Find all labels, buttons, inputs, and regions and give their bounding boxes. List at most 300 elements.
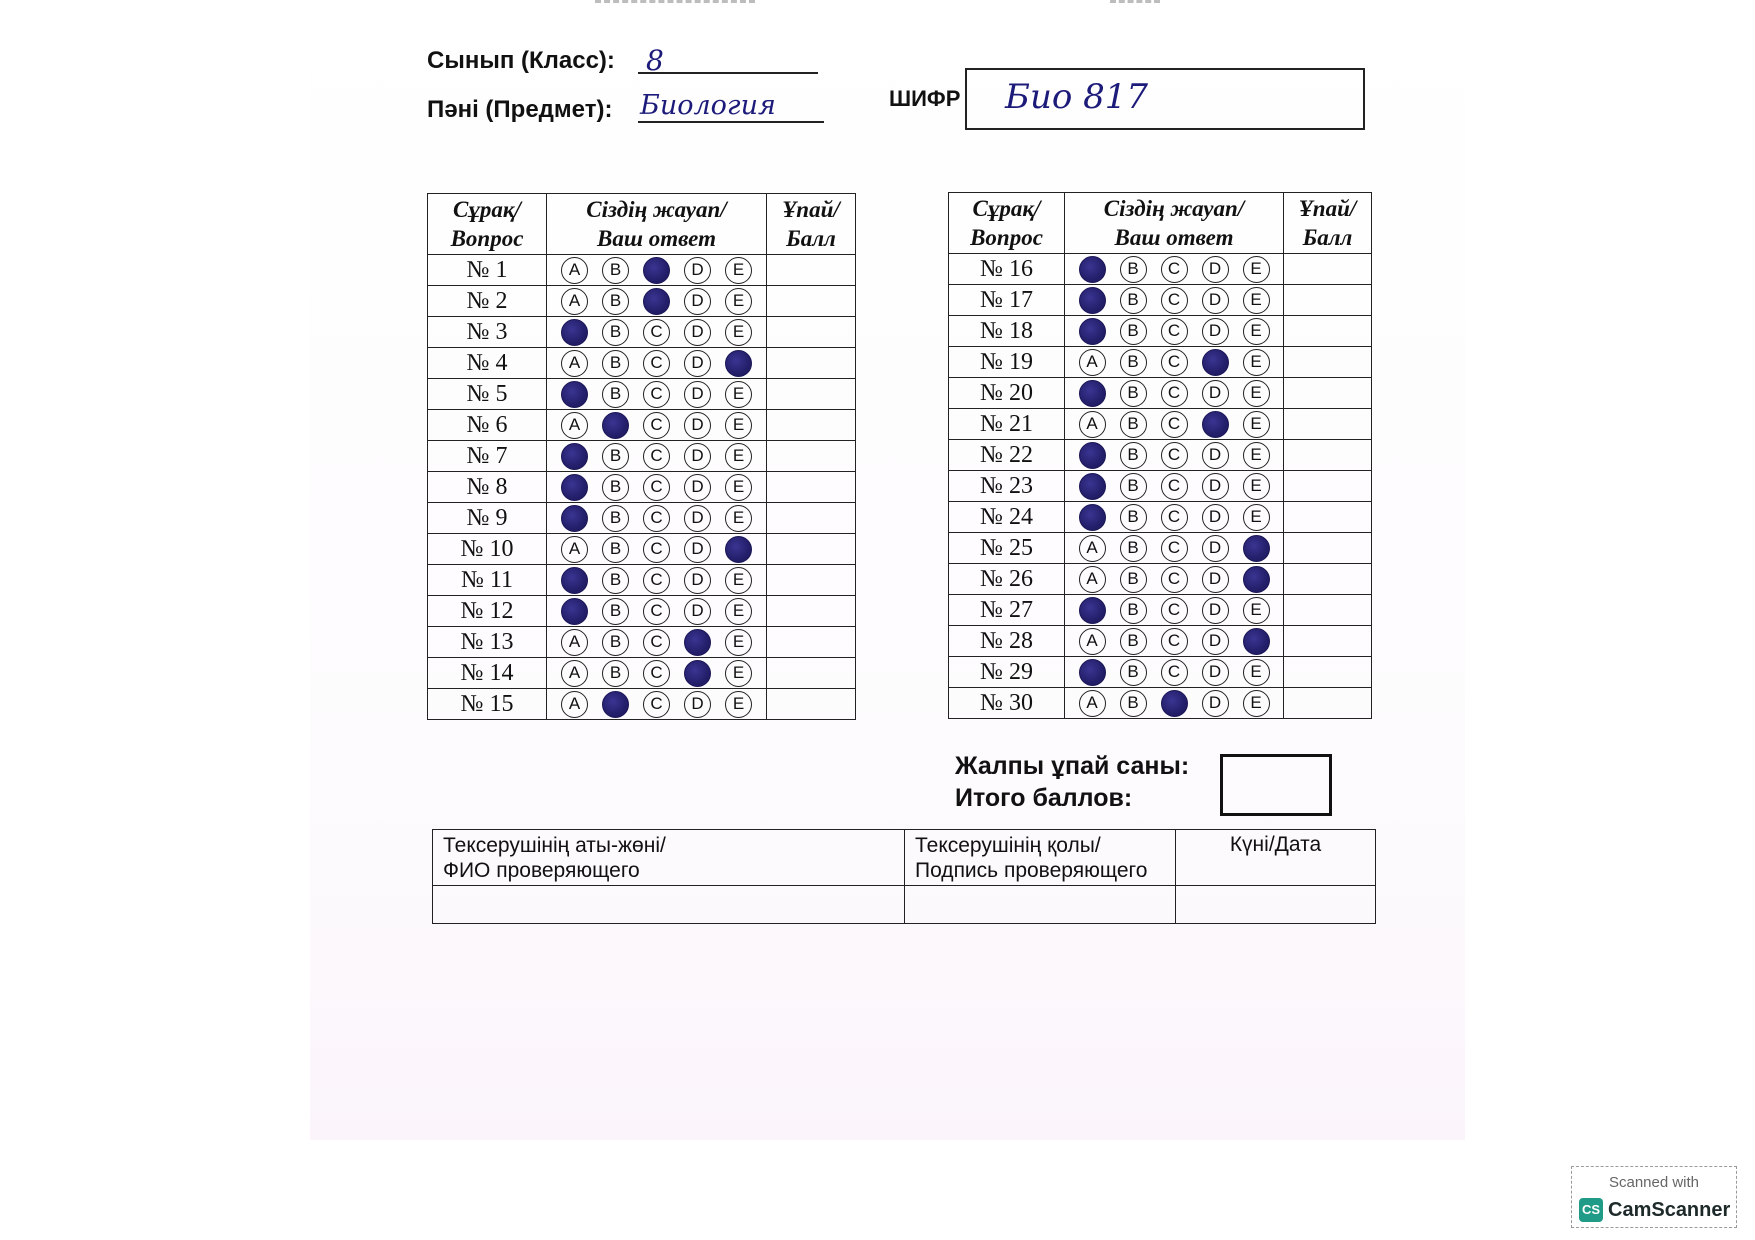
date-cell	[1176, 886, 1376, 924]
option-bubble-e[interactable]: E	[1243, 318, 1270, 345]
option-bubble-e[interactable]: E	[725, 381, 752, 408]
option-bubble-b[interactable]: B	[602, 350, 629, 377]
option-bubble-c[interactable]: C	[1161, 535, 1188, 562]
score-cell	[767, 596, 856, 627]
answer-options	[547, 348, 767, 379]
option-bubble-d[interactable]: D	[684, 257, 711, 284]
option-bubble-d[interactable]: D	[1202, 473, 1229, 500]
question-number: № 14	[428, 658, 547, 689]
option-bubble-b[interactable]: B	[602, 629, 629, 656]
option-bubble-a[interactable]: A	[1079, 535, 1106, 562]
option-bubble-d[interactable]: D	[1202, 256, 1229, 283]
option-bubble-d[interactable]: D	[684, 567, 711, 594]
option-bubble-c[interactable]: C	[643, 350, 670, 377]
option-bubble-d[interactable]: D	[1202, 318, 1229, 345]
option-bubble-e[interactable]: E	[1243, 597, 1270, 624]
camscanner-logo-icon: CS	[1579, 1198, 1603, 1222]
option-bubble-a[interactable]	[1079, 504, 1106, 531]
question-number: № 30	[949, 688, 1065, 719]
answer-table-right	[948, 192, 1372, 719]
option-bubble-e[interactable]: E	[725, 257, 752, 284]
option-bubble-d[interactable]: D	[1202, 380, 1229, 407]
question-number: № 6	[428, 410, 547, 441]
option-bubble-c[interactable]: C	[643, 598, 670, 625]
question-number: № 8	[428, 472, 547, 503]
examiner-table	[432, 829, 1376, 924]
option-bubble-d[interactable]: D	[684, 536, 711, 563]
option-bubble-c[interactable]: C	[643, 505, 670, 532]
score-cell	[767, 503, 856, 534]
option-bubble-c[interactable]: C	[643, 567, 670, 594]
option-bubble-a[interactable]	[1079, 442, 1106, 469]
question-number: № 11	[428, 565, 547, 596]
option-bubble-a[interactable]: A	[561, 660, 588, 687]
option-bubble-b[interactable]: B	[1120, 690, 1147, 717]
answer-options	[547, 472, 767, 503]
option-bubble-d[interactable]: D	[684, 474, 711, 501]
answer-row	[949, 471, 1372, 502]
answer-options	[547, 441, 767, 472]
question-number: № 20	[949, 378, 1065, 409]
answer-options	[1065, 378, 1284, 409]
score-cell	[767, 255, 856, 286]
option-bubble-b[interactable]: B	[602, 443, 629, 470]
option-bubble-a[interactable]	[561, 598, 588, 625]
option-bubble-b[interactable]: B	[602, 319, 629, 346]
question-number: № 28	[949, 626, 1065, 657]
answer-options	[547, 410, 767, 441]
answer-options	[547, 534, 767, 565]
answer-row	[949, 595, 1372, 626]
score-cell	[767, 286, 856, 317]
question-number: № 25	[949, 533, 1065, 564]
score-cell	[1284, 254, 1372, 285]
answer-options	[1065, 626, 1284, 657]
option-bubble-c[interactable]: C	[1161, 411, 1188, 438]
option-bubble-a[interactable]	[1079, 473, 1106, 500]
option-bubble-e[interactable]: E	[725, 629, 752, 656]
answer-options	[1065, 502, 1284, 533]
question-number: № 15	[428, 689, 547, 720]
answer-options	[1065, 564, 1284, 595]
answer-row	[428, 348, 856, 379]
answer-options	[1065, 688, 1284, 719]
option-bubble-b[interactable]: B	[602, 536, 629, 563]
question-number: № 23	[949, 471, 1065, 502]
score-cell	[1284, 688, 1372, 719]
option-bubble-e[interactable]: E	[725, 288, 752, 315]
option-bubble-b[interactable]: B	[1120, 659, 1147, 686]
option-bubble-c[interactable]: C	[1161, 597, 1188, 624]
answer-options	[547, 627, 767, 658]
option-bubble-c[interactable]: C	[643, 629, 670, 656]
option-bubble-b[interactable]: B	[602, 381, 629, 408]
answer-row	[428, 503, 856, 534]
score-cell	[767, 410, 856, 441]
answer-options	[1065, 595, 1284, 626]
class-label: Сынып (Класс):	[427, 47, 615, 74]
option-bubble-a[interactable]	[561, 505, 588, 532]
score-cell	[1284, 626, 1372, 657]
subject-underline	[638, 121, 824, 123]
score-cell	[767, 689, 856, 720]
answer-options	[1065, 316, 1284, 347]
option-bubble-d[interactable]: D	[1202, 628, 1229, 655]
option-bubble-b[interactable]: B	[602, 505, 629, 532]
option-bubble-d[interactable]: D	[1202, 504, 1229, 531]
option-bubble-d[interactable]: D	[684, 412, 711, 439]
option-bubble-c[interactable]: C	[1161, 380, 1188, 407]
option-bubble-e[interactable]: E	[1243, 473, 1270, 500]
answer-row	[949, 626, 1372, 657]
answer-options	[1065, 409, 1284, 440]
examiner-signature-cell	[905, 886, 1176, 924]
camscanner-watermark	[1571, 1166, 1737, 1228]
answer-options	[547, 286, 767, 317]
option-bubble-a[interactable]	[561, 319, 588, 346]
answer-row	[428, 472, 856, 503]
scan-edge-marks	[595, 0, 755, 6]
subject-label: Пәні (Предмет):	[427, 96, 613, 123]
option-bubble-c[interactable]: C	[1161, 628, 1188, 655]
option-bubble-c[interactable]: C	[643, 381, 670, 408]
question-number: № 12	[428, 596, 547, 627]
option-bubble-b[interactable]: B	[602, 567, 629, 594]
answer-options	[1065, 347, 1284, 378]
question-number: № 27	[949, 595, 1065, 626]
watermark-line1: Scanned with	[1608, 1174, 1700, 1191]
option-bubble-c[interactable]: C	[643, 691, 670, 718]
answer-options	[1065, 471, 1284, 502]
option-bubble-c[interactable]: C	[1161, 566, 1188, 593]
answer-row	[949, 502, 1372, 533]
answer-options	[547, 317, 767, 348]
option-bubble-d[interactable]: D	[1202, 535, 1229, 562]
question-number: № 9	[428, 503, 547, 534]
score-cell	[767, 627, 856, 658]
score-cell	[1284, 502, 1372, 533]
option-bubble-d[interactable]: D	[684, 505, 711, 532]
option-bubble-c[interactable]: C	[643, 660, 670, 687]
answer-options	[547, 596, 767, 627]
question-number: № 1	[428, 255, 547, 286]
answer-row	[428, 565, 856, 596]
score-cell	[1284, 347, 1372, 378]
question-number: № 3	[428, 317, 547, 348]
option-bubble-d[interactable]: D	[1202, 566, 1229, 593]
answer-row	[949, 688, 1372, 719]
answer-options	[547, 658, 767, 689]
answer-options	[547, 565, 767, 596]
cipher-label: ШИФР	[889, 86, 961, 111]
score-cell	[1284, 285, 1372, 316]
option-bubble-e[interactable]: E	[1243, 349, 1270, 376]
answer-row	[949, 378, 1372, 409]
total-label-ru: Итого баллов:	[955, 784, 1133, 812]
question-number: № 4	[428, 348, 547, 379]
option-bubble-b[interactable]: B	[1120, 287, 1147, 314]
score-cell	[767, 348, 856, 379]
option-bubble-d[interactable]: D	[1202, 442, 1229, 469]
answer-row	[428, 379, 856, 410]
option-bubble-a[interactable]	[1079, 256, 1106, 283]
score-cell	[767, 472, 856, 503]
option-bubble-d[interactable]	[1202, 411, 1229, 438]
option-bubble-e[interactable]: E	[1243, 411, 1270, 438]
option-bubble-b[interactable]: B	[1120, 628, 1147, 655]
question-number: № 29	[949, 657, 1065, 688]
option-bubble-a[interactable]	[1079, 659, 1106, 686]
option-bubble-a[interactable]	[561, 567, 588, 594]
answer-options	[1065, 254, 1284, 285]
option-bubble-e[interactable]: E	[725, 319, 752, 346]
option-bubble-a[interactable]	[1079, 597, 1106, 624]
score-cell	[767, 534, 856, 565]
option-bubble-a[interactable]: A	[561, 257, 588, 284]
option-bubble-e[interactable]: E	[725, 505, 752, 532]
option-bubble-b[interactable]: B	[1120, 411, 1147, 438]
answer-row	[949, 533, 1372, 564]
answer-options	[547, 255, 767, 286]
option-bubble-c[interactable]: C	[643, 536, 670, 563]
examiner-name-header: Тексерушінің аты-жөні/ ФИО проверяющего	[433, 830, 905, 886]
option-bubble-c[interactable]: C	[643, 443, 670, 470]
option-bubble-c[interactable]	[1161, 690, 1188, 717]
answer-row	[949, 347, 1372, 378]
option-bubble-e[interactable]	[1243, 535, 1270, 562]
answer-options	[1065, 285, 1284, 316]
answer-header: Сіздің жауап/ Ваш ответ	[1065, 193, 1284, 254]
answer-row	[428, 286, 856, 317]
answer-row	[428, 441, 856, 472]
option-bubble-c[interactable]	[643, 288, 670, 315]
option-bubble-a[interactable]: A	[1079, 411, 1106, 438]
option-bubble-d[interactable]: D	[1202, 597, 1229, 624]
answer-table-left	[427, 193, 856, 720]
option-bubble-b[interactable]	[602, 412, 629, 439]
option-bubble-c[interactable]: C	[1161, 256, 1188, 283]
option-bubble-a[interactable]: A	[561, 629, 588, 656]
question-number: № 10	[428, 534, 547, 565]
option-bubble-e[interactable]: E	[725, 598, 752, 625]
answer-options	[547, 503, 767, 534]
question-number: № 5	[428, 379, 547, 410]
option-bubble-d[interactable]: D	[1202, 287, 1229, 314]
option-bubble-c[interactable]: C	[1161, 442, 1188, 469]
answer-row	[428, 689, 856, 720]
option-bubble-c[interactable]: C	[1161, 504, 1188, 531]
question-number: № 16	[949, 254, 1065, 285]
option-bubble-b[interactable]: B	[1120, 504, 1147, 531]
option-bubble-e[interactable]: E	[1243, 287, 1270, 314]
score-cell	[1284, 564, 1372, 595]
answer-row	[949, 657, 1372, 688]
option-bubble-a[interactable]	[561, 474, 588, 501]
cipher-value: Био 817	[1005, 77, 1149, 117]
option-bubble-a[interactable]: A	[561, 350, 588, 377]
option-bubble-a[interactable]: A	[561, 412, 588, 439]
option-bubble-d[interactable]: D	[684, 319, 711, 346]
option-bubble-a[interactable]	[561, 443, 588, 470]
question-number: № 22	[949, 440, 1065, 471]
answer-row	[949, 285, 1372, 316]
option-bubble-c[interactable]: C	[1161, 659, 1188, 686]
option-bubble-a[interactable]	[1079, 287, 1106, 314]
option-bubble-a[interactable]: A	[1079, 690, 1106, 717]
score-cell	[1284, 595, 1372, 626]
option-bubble-e[interactable]: E	[1243, 659, 1270, 686]
option-bubble-d[interactable]: D	[684, 443, 711, 470]
option-bubble-e[interactable]: E	[1243, 442, 1270, 469]
question-number: № 7	[428, 441, 547, 472]
score-cell	[1284, 316, 1372, 347]
option-bubble-b[interactable]: B	[602, 598, 629, 625]
option-bubble-d[interactable]	[684, 629, 711, 656]
subject-value: Биология	[640, 90, 776, 121]
option-bubble-b[interactable]: B	[1120, 318, 1147, 345]
answer-row	[949, 254, 1372, 285]
total-score-box	[1220, 754, 1332, 816]
option-bubble-c[interactable]: C	[643, 412, 670, 439]
option-bubble-d[interactable]: D	[684, 288, 711, 315]
option-bubble-e[interactable]: E	[725, 443, 752, 470]
answer-options	[547, 689, 767, 720]
option-bubble-b[interactable]: B	[1120, 380, 1147, 407]
question-number: № 21	[949, 409, 1065, 440]
score-cell	[767, 379, 856, 410]
score-header: Ұпай/ Балл	[767, 194, 856, 255]
option-bubble-a[interactable]	[561, 381, 588, 408]
question-number: № 24	[949, 502, 1065, 533]
option-bubble-e[interactable]: E	[1243, 380, 1270, 407]
option-bubble-b[interactable]: B	[602, 257, 629, 284]
answer-options	[547, 379, 767, 410]
answer-header: Сіздің жауап/ Ваш ответ	[547, 194, 767, 255]
option-bubble-e[interactable]: E	[1243, 256, 1270, 283]
option-bubble-b[interactable]: B	[1120, 566, 1147, 593]
total-label-kz: Жалпы ұпай саны:	[955, 752, 1190, 780]
option-bubble-b[interactable]: B	[602, 474, 629, 501]
score-cell	[1284, 471, 1372, 502]
option-bubble-d[interactable]: D	[684, 350, 711, 377]
class-underline	[638, 72, 818, 74]
option-bubble-d[interactable]: D	[1202, 659, 1229, 686]
answer-row	[428, 317, 856, 348]
answer-options	[1065, 440, 1284, 471]
answer-row	[949, 316, 1372, 347]
option-bubble-a[interactable]: A	[1079, 349, 1106, 376]
answer-row	[949, 564, 1372, 595]
option-bubble-e[interactable]: E	[1243, 504, 1270, 531]
option-bubble-c[interactable]: C	[643, 319, 670, 346]
option-bubble-c[interactable]: C	[1161, 287, 1188, 314]
option-bubble-b[interactable]: B	[1120, 535, 1147, 562]
option-bubble-b[interactable]: B	[1120, 442, 1147, 469]
option-bubble-e[interactable]: E	[725, 474, 752, 501]
question-number: № 13	[428, 627, 547, 658]
option-bubble-d[interactable]: D	[1202, 690, 1229, 717]
answer-row	[428, 627, 856, 658]
option-bubble-d[interactable]	[684, 660, 711, 687]
option-bubble-b[interactable]: B	[1120, 597, 1147, 624]
option-bubble-a[interactable]: A	[1079, 628, 1106, 655]
answer-row	[428, 596, 856, 627]
option-bubble-e[interactable]: E	[725, 567, 752, 594]
question-number: № 26	[949, 564, 1065, 595]
option-bubble-a[interactable]	[1079, 318, 1106, 345]
score-cell	[1284, 657, 1372, 688]
option-bubble-a[interactable]	[1079, 380, 1106, 407]
option-bubble-e[interactable]	[1243, 566, 1270, 593]
option-bubble-a[interactable]: A	[1079, 566, 1106, 593]
option-bubble-b[interactable]: B	[1120, 256, 1147, 283]
option-bubble-c[interactable]: C	[1161, 318, 1188, 345]
option-bubble-b[interactable]: B	[602, 660, 629, 687]
score-cell	[1284, 409, 1372, 440]
option-bubble-c[interactable]: C	[643, 474, 670, 501]
option-bubble-a[interactable]: A	[561, 288, 588, 315]
class-value: 8	[646, 44, 664, 77]
option-bubble-d[interactable]	[1202, 349, 1229, 376]
score-cell	[1284, 440, 1372, 471]
answer-options	[1065, 657, 1284, 688]
option-bubble-a[interactable]: A	[561, 536, 588, 563]
option-bubble-c[interactable]: C	[1161, 349, 1188, 376]
score-cell	[1284, 533, 1372, 564]
option-bubble-d[interactable]: D	[684, 691, 711, 718]
score-cell	[767, 441, 856, 472]
option-bubble-e[interactable]	[1243, 628, 1270, 655]
option-bubble-e[interactable]: E	[725, 691, 752, 718]
watermark-line2: CamScanner	[1608, 1199, 1731, 1221]
option-bubble-d[interactable]: D	[684, 381, 711, 408]
answer-row	[428, 534, 856, 565]
option-bubble-a[interactable]: A	[561, 691, 588, 718]
option-bubble-d[interactable]: D	[684, 598, 711, 625]
question-number: № 18	[949, 316, 1065, 347]
answer-row	[428, 410, 856, 441]
score-cell	[767, 565, 856, 596]
question-number: № 17	[949, 285, 1065, 316]
question-header: Сұрақ/ Вопрос	[428, 194, 547, 255]
date-header: Күні/Дата	[1176, 830, 1376, 886]
option-bubble-e[interactable]: E	[725, 660, 752, 687]
scan-edge-marks-right	[1110, 0, 1160, 6]
examiner-signature-header: Тексерушінің қолы/ Подпись проверяющего	[905, 830, 1176, 886]
option-bubble-b[interactable]: B	[1120, 473, 1147, 500]
answer-row	[428, 658, 856, 689]
option-bubble-e[interactable]: E	[725, 412, 752, 439]
score-header: Ұпай/ Балл	[1284, 193, 1372, 254]
option-bubble-b[interactable]: B	[1120, 349, 1147, 376]
score-cell	[767, 658, 856, 689]
examiner-name-cell	[433, 886, 905, 924]
answer-row	[949, 409, 1372, 440]
option-bubble-b[interactable]: B	[602, 288, 629, 315]
score-cell	[767, 317, 856, 348]
option-bubble-c[interactable]: C	[1161, 473, 1188, 500]
option-bubble-e[interactable]	[725, 536, 752, 563]
answer-row	[428, 255, 856, 286]
option-bubble-e[interactable]	[725, 350, 752, 377]
answer-options	[1065, 533, 1284, 564]
option-bubble-c[interactable]	[643, 257, 670, 284]
option-bubble-e[interactable]: E	[1243, 690, 1270, 717]
score-cell	[1284, 378, 1372, 409]
question-number: № 19	[949, 347, 1065, 378]
answer-row	[949, 440, 1372, 471]
option-bubble-b[interactable]	[602, 691, 629, 718]
